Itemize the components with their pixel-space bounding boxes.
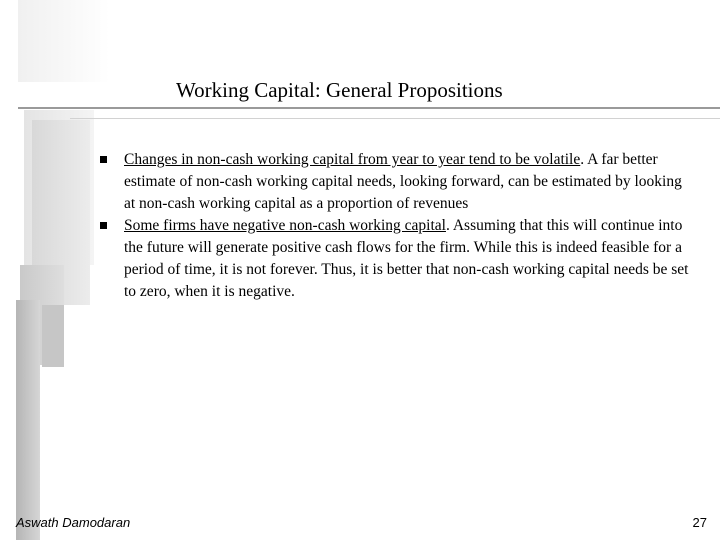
bullet-text: . Assuming that this will continue into the future will generate positive cash flows for the firm. While this is indeed feasible for a period of time, it is not forever. Thus, it is better that non-cash working capital needs be set to zero, when it is negative.: [124, 217, 689, 300]
slide-title: Working Capital: General Propositions: [176, 78, 503, 102]
bullet-key-phrase: Some firms have negative non-cash working capital: [124, 217, 446, 234]
bullet-list: [98, 149, 696, 303]
decorative-gradient-bar: [16, 300, 40, 540]
bullet-item: [98, 215, 696, 303]
bullet-text: . A far better estimate of non-cash working capital needs, looking forward, can be estimated by looking at non-cash working capital as a proportion of revenues: [124, 151, 682, 212]
square-bullet-icon: [100, 222, 107, 229]
bullet-item: [98, 149, 696, 215]
page-number: 27: [692, 515, 707, 530]
bullet-key-phrase: Changes in non-cash working capital from year to year tend to be volatile: [124, 151, 581, 168]
decorative-gradient-block: [42, 305, 64, 367]
title-underline-shadow: [70, 118, 720, 119]
square-bullet-icon: [100, 156, 107, 163]
decorative-gradient-block: [18, 0, 110, 82]
footer-author: Aswath Damodaran: [16, 515, 131, 530]
title-divider-line: [18, 107, 720, 109]
